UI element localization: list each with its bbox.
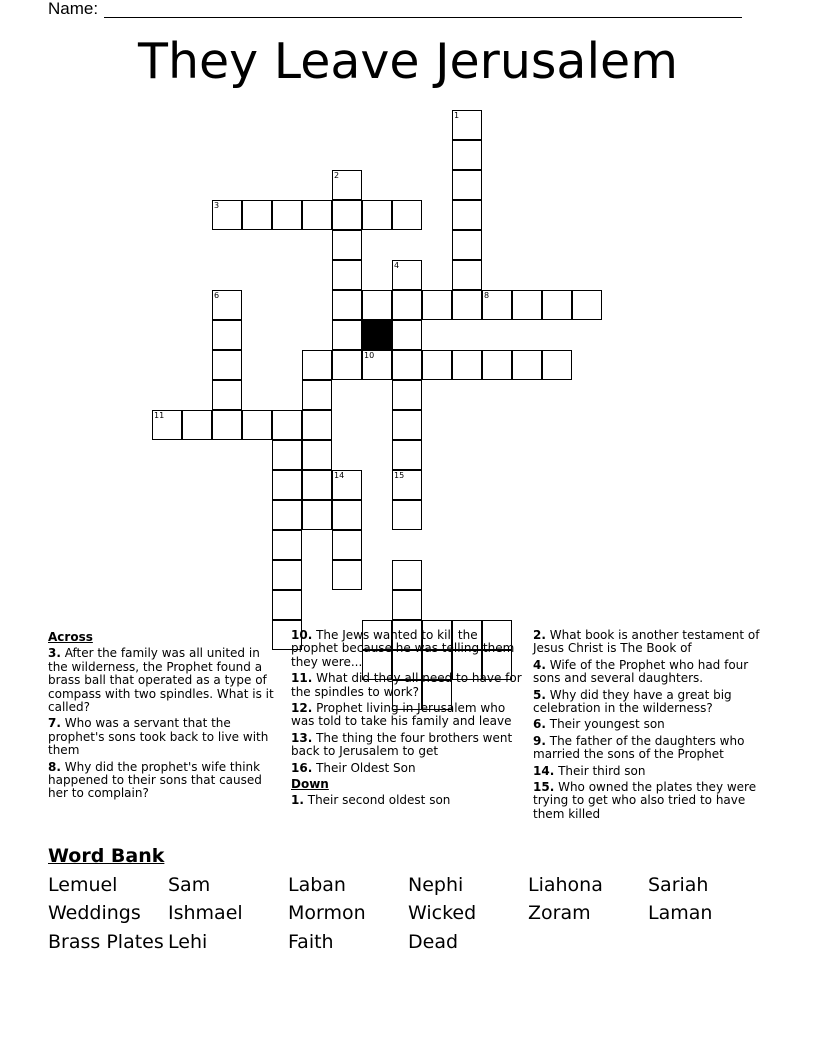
grid-cell[interactable] bbox=[272, 530, 302, 560]
down-header: Down bbox=[291, 777, 329, 792]
clue-text: What did they all need to have for the spindles to work? bbox=[291, 671, 522, 699]
grid-cell[interactable] bbox=[302, 500, 332, 530]
clue-number-label: 6. bbox=[533, 717, 546, 732]
across-header: Across bbox=[48, 630, 93, 644]
clue-number-label: 12. bbox=[291, 701, 313, 716]
grid-cell[interactable] bbox=[422, 350, 452, 380]
grid-cell[interactable] bbox=[272, 500, 302, 530]
clue-text: The thing the four brothers went back to Jerusalem to get bbox=[291, 730, 513, 759]
clue-number-label: 4. bbox=[533, 657, 546, 672]
grid-cell[interactable] bbox=[332, 350, 362, 380]
grid-cell[interactable] bbox=[332, 200, 362, 230]
grid-cell[interactable] bbox=[332, 230, 362, 260]
clue-number: 10 bbox=[364, 351, 375, 360]
clue-number-label: 8. bbox=[48, 759, 61, 774]
grid-cell[interactable] bbox=[392, 500, 422, 530]
clue-text: Prophet living in Jerusalem who was told to take his family and leave bbox=[291, 701, 512, 729]
grid-cell[interactable] bbox=[482, 350, 512, 380]
grid-cell[interactable] bbox=[362, 350, 392, 380]
clue bbox=[533, 689, 761, 716]
clue-number-label: 1. bbox=[291, 793, 304, 808]
grid-cell[interactable] bbox=[212, 350, 242, 380]
grid-cell[interactable] bbox=[272, 470, 302, 500]
word-bank-item: Nephi bbox=[408, 874, 464, 896]
clue bbox=[533, 659, 761, 686]
grid-cell[interactable] bbox=[272, 200, 302, 230]
grid-cell[interactable] bbox=[452, 110, 482, 140]
word-bank-item: Laman bbox=[648, 902, 713, 924]
page-title: They Leave Jerusalem bbox=[138, 33, 678, 90]
grid-cell[interactable] bbox=[212, 380, 242, 410]
grid-cell[interactable] bbox=[332, 260, 362, 290]
word-bank-item: Dead bbox=[408, 931, 459, 953]
clue bbox=[533, 765, 761, 778]
clue-number-label: 13. bbox=[291, 730, 313, 745]
clue-text: Their second oldest son bbox=[303, 793, 451, 808]
grid-cell[interactable] bbox=[212, 320, 242, 350]
grid-cell[interactable] bbox=[302, 380, 332, 410]
clue-number-label: 10. bbox=[291, 628, 313, 642]
grid-cell[interactable] bbox=[272, 560, 302, 590]
word-bank-item: Faith bbox=[288, 931, 334, 953]
grid-cell[interactable] bbox=[392, 410, 422, 440]
grid-cell[interactable] bbox=[332, 290, 362, 320]
clue-text: Wife of the Prophet who had four sons and several daughters. bbox=[533, 657, 749, 686]
grid-cell[interactable] bbox=[242, 410, 272, 440]
grid-cell[interactable] bbox=[542, 290, 572, 320]
grid-cell[interactable] bbox=[332, 320, 362, 350]
grid-cell[interactable] bbox=[212, 410, 242, 440]
word-bank-item: Ishmael bbox=[168, 902, 243, 924]
word-bank-item: Sariah bbox=[648, 874, 709, 896]
grid-cell[interactable] bbox=[392, 200, 422, 230]
clue bbox=[291, 762, 525, 775]
grid-cell[interactable] bbox=[152, 410, 182, 440]
clue bbox=[533, 735, 761, 762]
grid-cell[interactable] bbox=[572, 290, 602, 320]
grid-cell[interactable] bbox=[332, 530, 362, 560]
word-bank-item: Mormon bbox=[288, 902, 366, 924]
clue-number-label: 9. bbox=[533, 733, 546, 748]
word-bank-item: Liahona bbox=[528, 874, 603, 896]
grid-cell[interactable] bbox=[452, 200, 482, 230]
grid-cell[interactable] bbox=[392, 380, 422, 410]
grid-cell[interactable] bbox=[452, 260, 482, 290]
grid-cell[interactable] bbox=[212, 200, 242, 230]
word-bank-item: Lemuel bbox=[48, 874, 118, 896]
grid-cell[interactable] bbox=[332, 470, 362, 500]
word-bank-item: Lehi bbox=[168, 931, 208, 953]
grid-cell[interactable] bbox=[242, 200, 272, 230]
clue-number-label: 2. bbox=[533, 628, 546, 642]
clue-number: 14 bbox=[334, 471, 345, 480]
grid-cell[interactable] bbox=[272, 440, 302, 470]
clue-number-label: 16. bbox=[291, 760, 313, 775]
clue-text: What book is another testament of Jesus Christ is The Book of bbox=[533, 628, 760, 656]
clue-number: 15 bbox=[394, 471, 405, 480]
clue-text: The Jews wanted to kill the prophet because he was telling them they were... bbox=[291, 628, 515, 669]
clue-number: 3 bbox=[214, 201, 220, 210]
grid-cell[interactable] bbox=[332, 560, 362, 590]
word-bank-item: Sam bbox=[168, 874, 211, 896]
clue-text: Who was a servant that the prophet's sons took back to live with them bbox=[48, 716, 269, 758]
clue bbox=[48, 717, 280, 757]
clue-number-label: 14. bbox=[533, 763, 555, 778]
grid-cell[interactable] bbox=[302, 440, 332, 470]
clue bbox=[533, 781, 761, 821]
clue-number-label: 3. bbox=[48, 646, 61, 661]
clue-number: 6 bbox=[214, 291, 220, 300]
clue-text: The father of the daughters who married the sons of the Prophet bbox=[533, 733, 745, 762]
grid-cell[interactable] bbox=[332, 500, 362, 530]
grid-cell[interactable] bbox=[302, 410, 332, 440]
clues-column-2 bbox=[291, 629, 525, 808]
grid-cell[interactable] bbox=[452, 140, 482, 170]
grid-cell[interactable] bbox=[302, 470, 332, 500]
clue-number-label: 5. bbox=[533, 687, 546, 702]
clue bbox=[533, 718, 761, 731]
word-bank-item: Zoram bbox=[528, 902, 591, 924]
word-bank-title: Word Bank bbox=[48, 845, 165, 867]
clue-text: Why did they have a great big celebration in the wilderness? bbox=[533, 687, 732, 716]
grid-cell[interactable] bbox=[452, 170, 482, 200]
clue-text: After the family was all united in the wilderness, the Prophet found a brass ball that operated as a type of compass with two spindles. What is it called? bbox=[48, 646, 274, 715]
clue bbox=[533, 629, 761, 656]
word-bank-item: Wicked bbox=[408, 902, 477, 924]
grid-cell[interactable] bbox=[362, 200, 392, 230]
clue-number-label: 15. bbox=[533, 780, 555, 795]
grid-cell[interactable] bbox=[392, 350, 422, 380]
word-bank-item: Weddings bbox=[48, 902, 141, 924]
grid-cell[interactable] bbox=[392, 440, 422, 470]
clue bbox=[291, 629, 525, 669]
grid-cell[interactable] bbox=[452, 290, 482, 320]
grid-cell[interactable] bbox=[212, 290, 242, 320]
grid-cell[interactable] bbox=[182, 410, 212, 440]
grid-cell[interactable] bbox=[512, 290, 542, 320]
grid-cell[interactable] bbox=[362, 290, 392, 320]
clue bbox=[291, 732, 525, 759]
word-bank-item: Brass Plates bbox=[48, 931, 164, 953]
grid-cell[interactable] bbox=[392, 470, 422, 500]
grid-cell[interactable] bbox=[302, 350, 332, 380]
grid-cell[interactable] bbox=[272, 410, 302, 440]
clue-text: Their youngest son bbox=[545, 717, 665, 732]
grid-cell[interactable] bbox=[272, 590, 302, 620]
clue bbox=[291, 672, 525, 699]
clue bbox=[48, 647, 280, 714]
grid-cell[interactable] bbox=[392, 290, 422, 320]
clues-column-1 bbox=[48, 630, 280, 801]
clue-text: Their third son bbox=[554, 763, 646, 778]
clue-text: Why did the prophet's wife think happened to their sons that caused her to complain? bbox=[48, 759, 262, 801]
grid-cell[interactable] bbox=[452, 350, 482, 380]
grid-block-cell bbox=[362, 320, 392, 350]
grid-cell[interactable] bbox=[392, 590, 422, 620]
grid-cell[interactable] bbox=[392, 320, 422, 350]
clue-number: 2 bbox=[334, 171, 340, 180]
clue bbox=[48, 761, 280, 801]
clues-column-3 bbox=[533, 629, 761, 821]
clue-text: Who owned the plates they were trying to get who also tried to have them killed bbox=[533, 780, 757, 821]
grid-cell[interactable] bbox=[542, 350, 572, 380]
grid-cell[interactable] bbox=[422, 290, 452, 320]
name-label: Name: bbox=[48, 0, 99, 18]
grid-cell[interactable] bbox=[452, 230, 482, 260]
clue-number-label: 11. bbox=[291, 671, 313, 686]
grid-cell[interactable] bbox=[332, 170, 362, 200]
grid-cell[interactable] bbox=[302, 200, 332, 230]
clue-number: 11 bbox=[154, 411, 165, 420]
clue bbox=[291, 702, 525, 729]
grid-cell[interactable] bbox=[482, 290, 512, 320]
clue-number: 8 bbox=[484, 291, 490, 300]
word-bank-item: Laban bbox=[288, 874, 346, 896]
clue-number-label: 7. bbox=[48, 716, 61, 731]
clue-number: 4 bbox=[394, 261, 400, 270]
clue-text: Their Oldest Son bbox=[312, 760, 416, 775]
grid-cell[interactable] bbox=[392, 560, 422, 590]
grid-cell[interactable] bbox=[512, 350, 542, 380]
clue-number: 1 bbox=[454, 111, 460, 120]
clue bbox=[291, 794, 525, 807]
grid-cell[interactable] bbox=[392, 260, 422, 290]
